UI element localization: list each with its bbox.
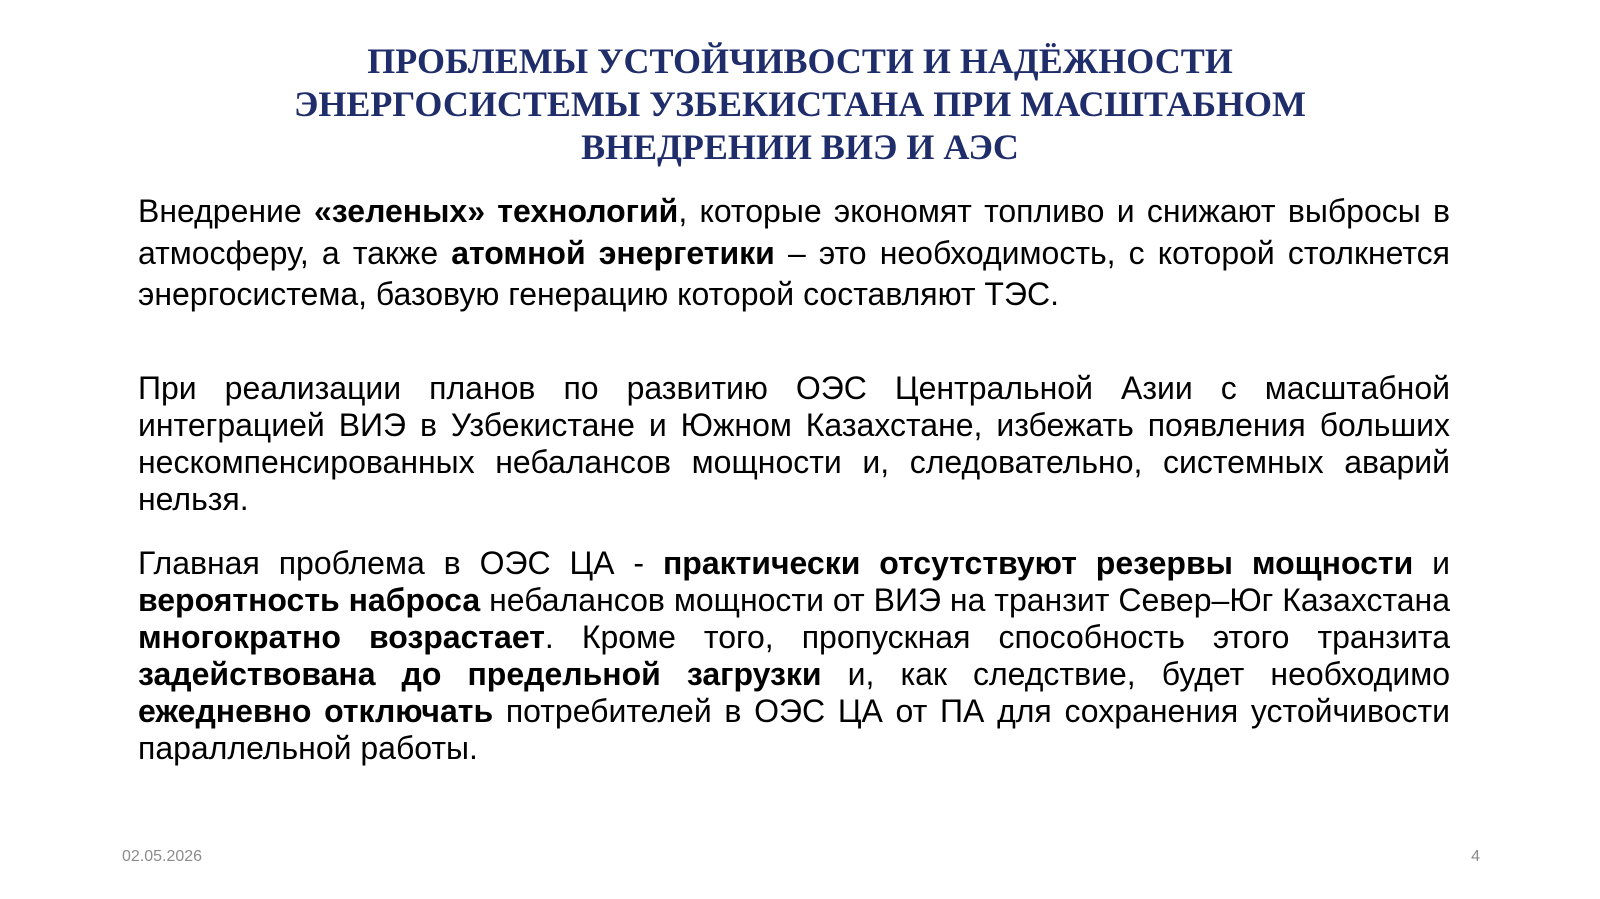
paragraph3-bold-5: ежедневно отключать [138,693,494,729]
paragraph3-bold-3: многократно возрастает [138,619,545,655]
title-line-2: ЭНЕРГОСИСТЕМЫ УЗБЕКИСТАНА ПРИ МАСШТАБНОМ [293,84,1306,124]
paragraph3-text-5: и, как следствие, будет необходимо [821,656,1451,692]
paragraph1-bold-1: «зеленых» технологий [313,193,679,229]
paragraph3-text-6: потребителей в ОЭС ЦА от ПА для сохранения устойчивости параллельной работы. [138,693,1451,766]
paragraph3-bold-2: вероятность наброса [138,582,481,618]
slide-title [180,40,1420,169]
paragraph3-bold-1: практически отсутствуют резервы мощности [662,545,1414,581]
paragraph1-text-1: Внедрение [138,193,314,229]
title-line-3: ВНЕДРЕНИИ ВИЭ И АЭС [581,127,1019,167]
title-line-1: ПРОБЛЕМЫ УСТОЙЧИВОСТИ И НАДЁЖНОСТИ [367,41,1233,81]
paragraph-main-problem [138,545,1450,767]
paragraph-ces-plans [138,370,1450,518]
paragraph-green-tech [138,191,1450,316]
paragraph3-text-3: небалансов мощности от ВИЭ на транзит Север–Юг Казахстана [480,582,1451,618]
paragraph1-bold-2: атомной энергетики [451,234,775,271]
paragraph3-bold-4: задействована до предельной загрузки [138,656,822,692]
slide-number: 4 [1471,848,1480,865]
paragraph1-text-3: – это необходимость, с которой столкнется энергосистема, базовую генерацию которой составляют ТЭС. [138,234,1451,312]
paragraph3-text-2: и [1413,545,1451,581]
paragraph2-text: При реализации планов по развитию ОЭС Центральной Азии с масштабной интеграцией ВИЭ в Узбекистане и Южном Казахстане, избежать появления больших нескомпенсированных небалансов мощности и, следовательно, системных аварий нельзя. [138,370,1450,517]
footer-date: 02.05.2026 [122,848,203,865]
paragraph3-text-1: Главная проблема в ОЭС ЦА - [138,545,663,581]
paragraph1-text-2: , которые экономят топливо и снижают выбросы в атмосферу, а также [138,193,1451,271]
paragraph3-text-4: . Кроме того, пропускная способность этого транзита [544,619,1451,655]
